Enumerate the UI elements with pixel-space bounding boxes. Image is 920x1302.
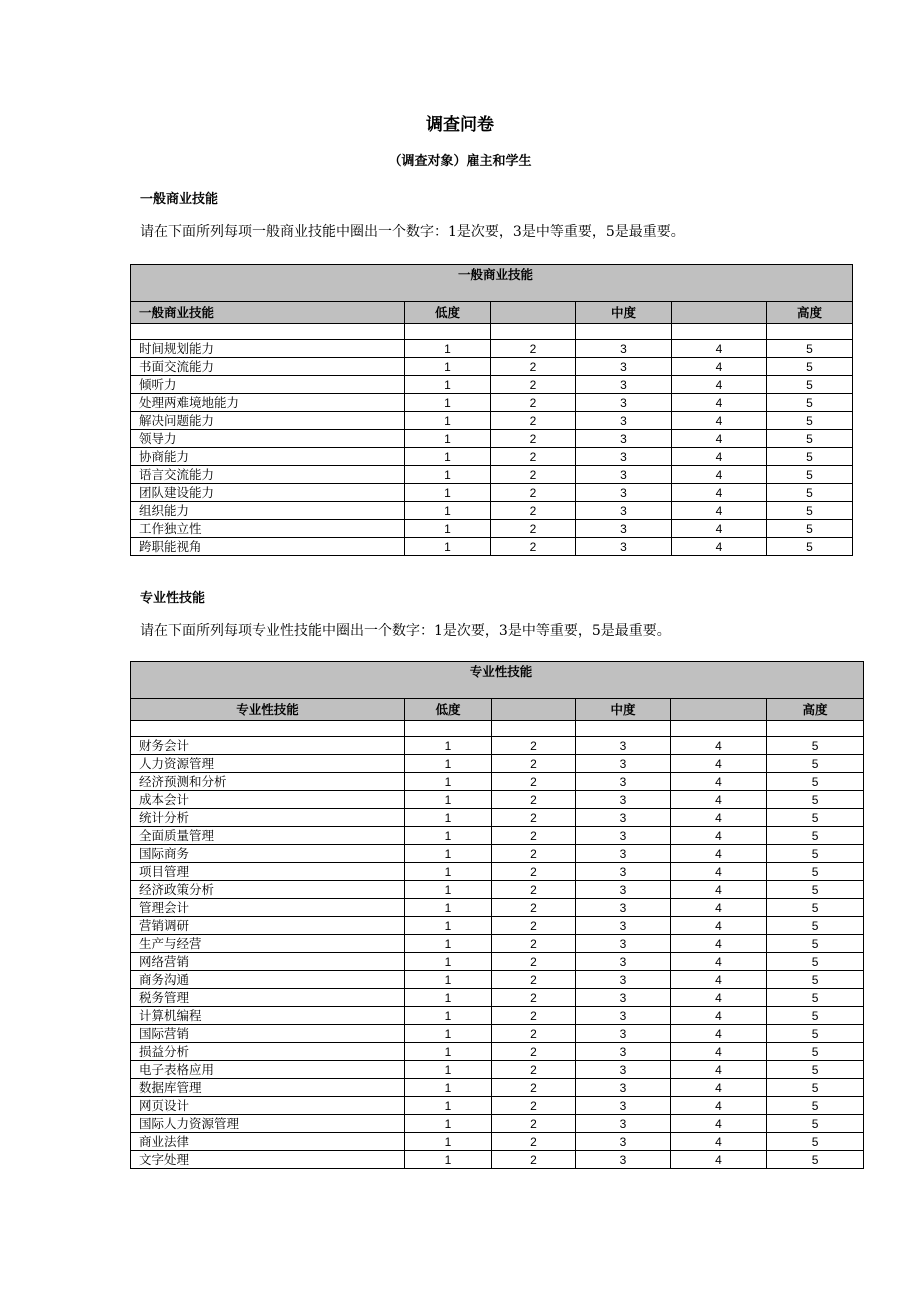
rating-option[interactable]: 4 xyxy=(671,917,767,935)
table-row xyxy=(131,1043,864,1061)
rating-option[interactable]: 5 xyxy=(767,430,853,448)
table-row xyxy=(131,989,864,1007)
rating-option[interactable]: 1 xyxy=(405,520,491,538)
rating-option[interactable]: 5 xyxy=(767,466,853,484)
rating-option[interactable]: 5 xyxy=(767,1097,864,1115)
skill-name: 电子表格应用 xyxy=(131,1061,405,1079)
rating-option[interactable]: 1 xyxy=(405,1115,492,1133)
rating-option[interactable]: 3 xyxy=(576,827,671,845)
header-scale: 中度 xyxy=(576,699,671,721)
rating-option[interactable]: 4 xyxy=(671,989,767,1007)
rating-option[interactable]: 4 xyxy=(671,1079,767,1097)
rating-option[interactable]: 4 xyxy=(671,737,767,755)
skill-name: 营销调研 xyxy=(131,917,405,935)
rating-option[interactable]: 5 xyxy=(767,538,853,556)
table-row xyxy=(131,1097,864,1115)
rating-option[interactable]: 3 xyxy=(576,430,672,448)
rating-option[interactable]: 2 xyxy=(492,809,576,827)
rating-option[interactable]: 4 xyxy=(672,520,767,538)
rating-option[interactable]: 1 xyxy=(405,863,492,881)
rating-option[interactable]: 3 xyxy=(576,484,672,502)
rating-option[interactable]: 5 xyxy=(767,881,864,899)
rating-option[interactable]: 1 xyxy=(405,1043,492,1061)
rating-option[interactable]: 5 xyxy=(767,989,864,1007)
skill-name: 文字处理 xyxy=(131,1151,405,1169)
table-row xyxy=(131,1133,864,1151)
header-scale xyxy=(492,699,576,721)
skill-name: 解决问题能力 xyxy=(131,412,405,430)
blank-cell xyxy=(491,324,576,340)
rating-option[interactable]: 2 xyxy=(492,953,576,971)
rating-option[interactable]: 2 xyxy=(491,538,576,556)
rating-option[interactable]: 1 xyxy=(405,899,492,917)
rating-option[interactable]: 2 xyxy=(492,845,576,863)
rating-option[interactable]: 2 xyxy=(492,881,576,899)
table-row xyxy=(131,845,864,863)
rating-option[interactable]: 1 xyxy=(405,430,491,448)
rating-option[interactable]: 5 xyxy=(767,791,864,809)
rating-option[interactable]: 5 xyxy=(767,1061,864,1079)
rating-option[interactable]: 3 xyxy=(576,899,671,917)
rating-option[interactable]: 1 xyxy=(405,971,492,989)
rating-option[interactable]: 5 xyxy=(767,1007,864,1025)
table-row xyxy=(131,827,864,845)
rating-option[interactable]: 5 xyxy=(767,773,864,791)
header-scale: 高度 xyxy=(767,302,853,324)
rating-option[interactable]: 5 xyxy=(767,340,853,358)
table-row xyxy=(131,394,853,412)
table-row xyxy=(131,971,864,989)
rating-option[interactable]: 3 xyxy=(576,502,672,520)
blank-cell xyxy=(405,721,492,737)
rating-option[interactable]: 1 xyxy=(405,845,492,863)
rating-option[interactable]: 2 xyxy=(492,737,576,755)
rating-option[interactable]: 2 xyxy=(492,1061,576,1079)
rating-option[interactable]: 3 xyxy=(576,340,672,358)
table-header-row xyxy=(131,699,864,721)
rating-option[interactable]: 1 xyxy=(405,1151,492,1169)
rating-option[interactable]: 3 xyxy=(576,376,672,394)
rating-option[interactable]: 4 xyxy=(671,953,767,971)
table-caption: 专业性技能 xyxy=(131,662,864,699)
rating-option[interactable]: 5 xyxy=(767,809,864,827)
table-row xyxy=(131,791,864,809)
rating-option[interactable]: 3 xyxy=(576,1115,671,1133)
rating-option[interactable]: 1 xyxy=(405,737,492,755)
rating-option[interactable]: 1 xyxy=(405,484,491,502)
blank-row xyxy=(131,721,864,737)
table-row xyxy=(131,899,864,917)
rating-option[interactable]: 3 xyxy=(576,863,671,881)
rating-option[interactable]: 3 xyxy=(576,935,671,953)
skill-name: 生产与经营 xyxy=(131,935,405,953)
rating-option[interactable]: 2 xyxy=(492,1097,576,1115)
rating-option[interactable]: 5 xyxy=(767,1151,864,1169)
document-title: 调查问卷 xyxy=(426,115,494,134)
rating-option[interactable]: 1 xyxy=(405,881,492,899)
blank-cell xyxy=(131,721,405,737)
rating-option[interactable]: 1 xyxy=(405,340,491,358)
rating-option[interactable]: 5 xyxy=(767,502,853,520)
header-scale: 低度 xyxy=(405,699,492,721)
table-row xyxy=(131,935,864,953)
rating-option[interactable]: 4 xyxy=(671,809,767,827)
skill-name: 全面质量管理 xyxy=(131,827,405,845)
rating-option[interactable]: 1 xyxy=(405,755,492,773)
rating-option[interactable]: 2 xyxy=(492,989,576,1007)
skill-name: 组织能力 xyxy=(131,502,405,520)
table-row xyxy=(131,917,864,935)
skill-name: 国际人力资源管理 xyxy=(131,1115,405,1133)
blank-cell xyxy=(131,324,405,340)
rating-option[interactable]: 3 xyxy=(576,881,671,899)
rating-option[interactable]: 3 xyxy=(576,466,672,484)
rating-option[interactable]: 5 xyxy=(767,1025,864,1043)
rating-option[interactable]: 1 xyxy=(405,1007,492,1025)
rating-option[interactable]: 1 xyxy=(405,791,492,809)
rating-option[interactable]: 1 xyxy=(405,538,491,556)
table-row xyxy=(131,484,853,502)
header-scale xyxy=(671,699,767,721)
skill-name: 倾听力 xyxy=(131,376,405,394)
blank-cell xyxy=(405,324,491,340)
table-row xyxy=(131,1025,864,1043)
table-row xyxy=(131,863,864,881)
rating-option[interactable]: 4 xyxy=(671,827,767,845)
rating-option[interactable]: 5 xyxy=(767,1043,864,1061)
rating-option[interactable]: 3 xyxy=(576,737,671,755)
rating-option[interactable]: 4 xyxy=(671,899,767,917)
rating-option[interactable]: 4 xyxy=(671,1043,767,1061)
rating-option[interactable]: 4 xyxy=(671,1061,767,1079)
rating-option[interactable]: 5 xyxy=(767,827,864,845)
table-row xyxy=(131,502,853,520)
rating-option[interactable]: 1 xyxy=(405,1061,492,1079)
skill-name: 数据库管理 xyxy=(131,1079,405,1097)
table-row xyxy=(131,466,853,484)
table-row xyxy=(131,737,864,755)
rating-option[interactable]: 4 xyxy=(671,1151,767,1169)
rating-option[interactable]: 2 xyxy=(491,484,576,502)
rating-option[interactable]: 2 xyxy=(491,502,576,520)
blank-cell xyxy=(767,721,864,737)
blank-cell xyxy=(576,324,672,340)
table-row xyxy=(131,1079,864,1097)
table-row xyxy=(131,520,853,538)
section-general-instruction: 请在下面所列每项一般商业技能中圈出一个数字：1是次要，3是中等重要，5是最重要。 xyxy=(140,224,685,240)
rating-option[interactable]: 3 xyxy=(576,1025,671,1043)
rating-option[interactable]: 4 xyxy=(672,340,767,358)
header-scale: 低度 xyxy=(405,302,491,324)
rating-option[interactable]: 2 xyxy=(492,1007,576,1025)
rating-option[interactable]: 2 xyxy=(492,863,576,881)
skill-name: 书面交流能力 xyxy=(131,358,405,376)
skill-name: 网络营销 xyxy=(131,953,405,971)
section-professional-label: 专业性技能 xyxy=(140,590,206,605)
blank-cell xyxy=(492,721,576,737)
rating-option[interactable]: 4 xyxy=(672,484,767,502)
rating-option[interactable]: 4 xyxy=(672,412,767,430)
skill-name: 人力资源管理 xyxy=(131,755,405,773)
rating-option[interactable]: 1 xyxy=(405,502,491,520)
skill-name: 时间规划能力 xyxy=(131,340,405,358)
rating-option[interactable]: 4 xyxy=(671,1025,767,1043)
rating-option[interactable]: 5 xyxy=(767,917,864,935)
header-scale: 中度 xyxy=(576,302,672,324)
blank-cell xyxy=(671,721,767,737)
rating-option[interactable]: 4 xyxy=(672,538,767,556)
table-header-row xyxy=(131,302,853,324)
table-row xyxy=(131,412,853,430)
rating-option[interactable]: 3 xyxy=(576,953,671,971)
rating-option[interactable]: 3 xyxy=(576,1097,671,1115)
skill-name: 成本会计 xyxy=(131,791,405,809)
skill-name: 统计分析 xyxy=(131,809,405,827)
rating-option[interactable]: 1 xyxy=(405,773,492,791)
header-scale xyxy=(491,302,576,324)
skill-name: 协商能力 xyxy=(131,448,405,466)
rating-option[interactable]: 1 xyxy=(405,809,492,827)
rating-option[interactable]: 2 xyxy=(491,376,576,394)
rating-option[interactable]: 4 xyxy=(671,755,767,773)
rating-option[interactable]: 2 xyxy=(492,773,576,791)
table-row xyxy=(131,340,853,358)
rating-option[interactable]: 3 xyxy=(576,448,672,466)
rating-option[interactable]: 2 xyxy=(492,899,576,917)
rating-option[interactable]: 5 xyxy=(767,971,864,989)
header-skill: 一般商业技能 xyxy=(131,302,405,324)
rating-option[interactable]: 1 xyxy=(405,989,492,1007)
rating-option[interactable]: 3 xyxy=(576,520,672,538)
rating-option[interactable]: 5 xyxy=(767,935,864,953)
rating-option[interactable]: 3 xyxy=(576,809,671,827)
rating-option[interactable]: 3 xyxy=(576,394,672,412)
skill-name: 损益分析 xyxy=(131,1043,405,1061)
table-caption: 一般商业技能 xyxy=(131,265,853,302)
skill-name: 跨职能视角 xyxy=(131,538,405,556)
rating-option[interactable]: 2 xyxy=(491,520,576,538)
general-skills-table xyxy=(130,264,853,556)
rating-option[interactable]: 4 xyxy=(671,1115,767,1133)
rating-option[interactable]: 5 xyxy=(767,1133,864,1151)
section-professional-instruction: 请在下面所列每项专业性技能中圈出一个数字：1是次要，3是中等重要，5是最重要。 xyxy=(140,623,671,639)
table-row xyxy=(131,430,853,448)
skill-name: 税务管理 xyxy=(131,989,405,1007)
table-row xyxy=(131,773,864,791)
table-row xyxy=(131,755,864,773)
skill-name: 处理两难境地能力 xyxy=(131,394,405,412)
skill-name: 商务沟通 xyxy=(131,971,405,989)
rating-option[interactable]: 5 xyxy=(767,899,864,917)
rating-option[interactable]: 2 xyxy=(492,1115,576,1133)
rating-option[interactable]: 5 xyxy=(767,358,853,376)
rating-option[interactable]: 2 xyxy=(491,448,576,466)
rating-option[interactable]: 5 xyxy=(767,412,853,430)
rating-option[interactable]: 3 xyxy=(576,773,671,791)
header-scale xyxy=(672,302,767,324)
skill-name: 语言交流能力 xyxy=(131,466,405,484)
rating-option[interactable]: 5 xyxy=(767,394,853,412)
header-scale: 高度 xyxy=(767,699,864,721)
skill-name: 团队建设能力 xyxy=(131,484,405,502)
rating-option[interactable]: 4 xyxy=(672,358,767,376)
rating-option[interactable]: 3 xyxy=(576,1133,671,1151)
rating-option[interactable]: 1 xyxy=(405,376,491,394)
rating-option[interactable]: 2 xyxy=(492,971,576,989)
rating-option[interactable]: 4 xyxy=(672,448,767,466)
skill-name: 网页设计 xyxy=(131,1097,405,1115)
skill-name: 财务会计 xyxy=(131,737,405,755)
rating-option[interactable]: 2 xyxy=(491,412,576,430)
rating-option[interactable]: 4 xyxy=(672,430,767,448)
rating-option[interactable]: 2 xyxy=(492,1025,576,1043)
skill-name: 商业法律 xyxy=(131,1133,405,1151)
rating-option[interactable]: 3 xyxy=(576,845,671,863)
rating-option[interactable]: 1 xyxy=(405,466,491,484)
rating-option[interactable]: 3 xyxy=(576,971,671,989)
rating-option[interactable]: 3 xyxy=(576,989,671,1007)
professional-skills-table xyxy=(130,661,864,1169)
rating-option[interactable]: 2 xyxy=(492,935,576,953)
rating-option[interactable]: 5 xyxy=(767,520,853,538)
skill-name: 计算机编程 xyxy=(131,1007,405,1025)
document-subtitle: （调查对象）雇主和学生 xyxy=(388,153,532,168)
table-row xyxy=(131,448,853,466)
rating-option[interactable]: 5 xyxy=(767,1115,864,1133)
rating-option[interactable]: 4 xyxy=(671,971,767,989)
rating-option[interactable]: 3 xyxy=(576,358,672,376)
skill-name: 项目管理 xyxy=(131,863,405,881)
rating-option[interactable]: 4 xyxy=(671,935,767,953)
rating-option[interactable]: 5 xyxy=(767,845,864,863)
rating-option[interactable]: 2 xyxy=(491,340,576,358)
skill-name: 管理会计 xyxy=(131,899,405,917)
table-row xyxy=(131,1061,864,1079)
table-row xyxy=(131,1007,864,1025)
table-caption-row xyxy=(131,662,864,699)
table-row xyxy=(131,1151,864,1169)
rating-option[interactable]: 1 xyxy=(405,1097,492,1115)
rating-option[interactable]: 3 xyxy=(576,791,671,809)
rating-option[interactable]: 4 xyxy=(671,845,767,863)
blank-cell xyxy=(767,324,853,340)
table-row xyxy=(131,953,864,971)
rating-option[interactable]: 5 xyxy=(767,484,853,502)
table-row xyxy=(131,358,853,376)
rating-option[interactable]: 5 xyxy=(767,448,853,466)
rating-option[interactable]: 1 xyxy=(405,1133,492,1151)
rating-option[interactable]: 4 xyxy=(671,773,767,791)
rating-option[interactable]: 4 xyxy=(672,376,767,394)
rating-option[interactable]: 2 xyxy=(491,466,576,484)
rating-option[interactable]: 1 xyxy=(405,412,491,430)
rating-option[interactable]: 3 xyxy=(576,1061,671,1079)
rating-option[interactable]: 4 xyxy=(671,1007,767,1025)
rating-option[interactable]: 1 xyxy=(405,1025,492,1043)
rating-option[interactable]: 3 xyxy=(576,412,672,430)
rating-option[interactable]: 2 xyxy=(492,1079,576,1097)
rating-option[interactable]: 4 xyxy=(671,1133,767,1151)
skill-name: 经济政策分析 xyxy=(131,881,405,899)
rating-option[interactable]: 4 xyxy=(671,881,767,899)
rating-option[interactable]: 2 xyxy=(492,1151,576,1169)
rating-option[interactable]: 1 xyxy=(405,394,491,412)
rating-option[interactable]: 2 xyxy=(491,430,576,448)
rating-option[interactable]: 3 xyxy=(576,538,672,556)
table-caption-row xyxy=(131,265,853,302)
skill-name: 国际商务 xyxy=(131,845,405,863)
table-row xyxy=(131,881,864,899)
rating-option[interactable]: 5 xyxy=(767,755,864,773)
rating-option[interactable]: 4 xyxy=(672,466,767,484)
rating-option[interactable]: 1 xyxy=(405,953,492,971)
rating-option[interactable]: 5 xyxy=(767,376,853,394)
section-general-label: 一般商业技能 xyxy=(140,191,219,206)
skill-name: 工作独立性 xyxy=(131,520,405,538)
rating-option[interactable]: 5 xyxy=(767,1079,864,1097)
rating-option[interactable]: 1 xyxy=(405,1079,492,1097)
rating-option[interactable]: 2 xyxy=(491,358,576,376)
rating-option[interactable]: 4 xyxy=(671,1097,767,1115)
skill-name: 国际营销 xyxy=(131,1025,405,1043)
blank-cell xyxy=(672,324,767,340)
rating-option[interactable]: 1 xyxy=(405,358,491,376)
table-row xyxy=(131,809,864,827)
rating-option[interactable]: 2 xyxy=(492,755,576,773)
rating-option[interactable]: 3 xyxy=(576,1151,671,1169)
rating-option[interactable]: 5 xyxy=(767,863,864,881)
rating-option[interactable]: 2 xyxy=(492,917,576,935)
rating-option[interactable]: 3 xyxy=(576,1079,671,1097)
rating-option[interactable]: 2 xyxy=(491,394,576,412)
rating-option[interactable]: 4 xyxy=(672,502,767,520)
rating-option[interactable]: 2 xyxy=(492,827,576,845)
rating-option[interactable]: 1 xyxy=(405,935,492,953)
table-row xyxy=(131,538,853,556)
rating-option[interactable]: 2 xyxy=(492,791,576,809)
rating-option[interactable]: 4 xyxy=(671,863,767,881)
rating-option[interactable]: 3 xyxy=(576,1007,671,1025)
skill-name: 经济预测和分析 xyxy=(131,773,405,791)
table-row xyxy=(131,1115,864,1133)
rating-option[interactable]: 4 xyxy=(671,791,767,809)
rating-option[interactable]: 5 xyxy=(767,737,864,755)
rating-option[interactable]: 4 xyxy=(672,394,767,412)
header-skill: 专业性技能 xyxy=(131,699,405,721)
blank-row xyxy=(131,324,853,340)
rating-option[interactable]: 3 xyxy=(576,917,671,935)
rating-option[interactable]: 2 xyxy=(492,1133,576,1151)
table-row xyxy=(131,376,853,394)
rating-option[interactable]: 3 xyxy=(576,1043,671,1061)
rating-option[interactable]: 1 xyxy=(405,827,492,845)
rating-option[interactable]: 5 xyxy=(767,953,864,971)
rating-option[interactable]: 3 xyxy=(576,755,671,773)
rating-option[interactable]: 2 xyxy=(492,1043,576,1061)
rating-option[interactable]: 1 xyxy=(405,917,492,935)
blank-cell xyxy=(576,721,671,737)
skill-name: 领导力 xyxy=(131,430,405,448)
rating-option[interactable]: 1 xyxy=(405,448,491,466)
